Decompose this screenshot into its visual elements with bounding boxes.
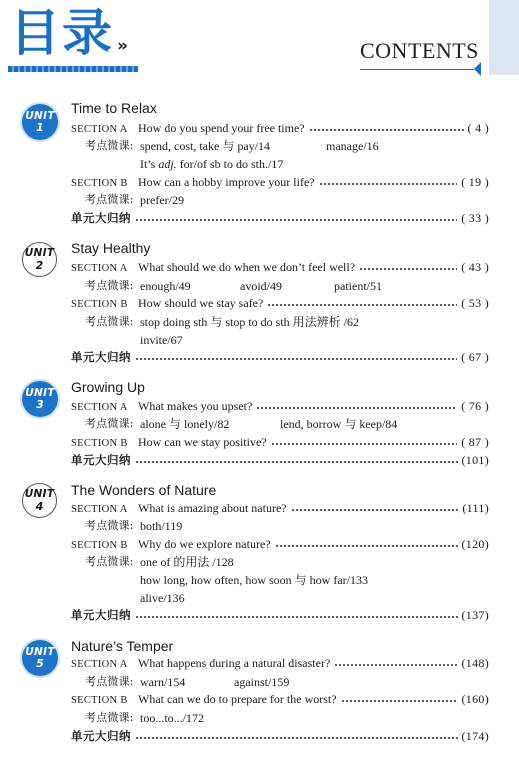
dot-leader [334, 664, 457, 666]
page-number: ( 76 ) [461, 399, 489, 413]
toc-entry-section-a[interactable] [71, 654, 489, 672]
section-label: SECTION B [71, 540, 128, 551]
points-label: 考点微课: [85, 315, 134, 328]
toc-entry-summary[interactable] [71, 727, 489, 745]
unit-badge-number: 4 [35, 499, 44, 513]
section-question: What should we do when we don’t feel well? [138, 260, 356, 274]
page-number: ( 33 ) [461, 211, 489, 225]
points-label: 考点微课: [85, 193, 134, 206]
points-label: 考点微课: [85, 555, 134, 568]
unit-title[interactable]: Growing Up [71, 379, 145, 395]
section-question: How can a hobby improve your life? [138, 175, 315, 189]
triangle-marker-icon [474, 62, 481, 76]
toc-entry-section-b[interactable] [71, 173, 489, 191]
summary-label: 单元大归纳 [71, 350, 131, 364]
section-question: How can we stay positive? [138, 435, 267, 449]
toc-entry-section-b[interactable] [71, 294, 489, 312]
section-question: What happens during a natural disaster? [138, 656, 331, 670]
section-label: SECTION A [71, 263, 128, 274]
unit-badge-label: UNIT [24, 247, 55, 260]
page-number: (160) [461, 692, 489, 706]
unit-title[interactable]: Nature’s Temper [71, 638, 174, 654]
dot-leader [275, 545, 458, 547]
dot-leader [359, 268, 457, 270]
point-item[interactable]: invite/67 [140, 333, 183, 347]
point-text-italic: adj. [158, 157, 177, 171]
unit-badge-label: UNIT [24, 488, 55, 501]
section-question: What makes you upset? [138, 399, 253, 413]
point-text: for/of sb to do sth./17 [176, 157, 284, 171]
point-text: It’s [140, 157, 159, 171]
toc-entry-summary[interactable] [71, 209, 489, 227]
unit-badge-label: UNIT [25, 109, 55, 122]
summary-label: 单元大归纳 [71, 211, 131, 225]
page-number: ( 87 ) [461, 435, 489, 449]
unit-title[interactable]: Time to Relax [71, 100, 157, 116]
page-number: ( 19 ) [461, 175, 489, 189]
toc-entry-section-b[interactable] [71, 535, 489, 553]
points-label: 考点微课: [85, 417, 134, 430]
page-number: (137) [461, 608, 489, 622]
points-label: 考点微课: [85, 139, 134, 152]
page-number: ( 67 ) [461, 350, 489, 364]
unit-badge [22, 381, 58, 417]
point-item[interactable]: avoid/49 [240, 279, 282, 293]
dot-leader [309, 129, 464, 131]
page-number: (174) [461, 729, 489, 743]
toc-entry-section-a[interactable] [71, 499, 489, 517]
page-number: (148) [461, 656, 489, 670]
point-item[interactable]: how long, how often, how soon 与 how far/133 [140, 573, 368, 587]
dot-leader [341, 700, 458, 702]
point-item[interactable]: prefer/29 [140, 193, 184, 207]
point-item[interactable]: warn/154 [140, 675, 186, 689]
dot-leader [135, 737, 458, 739]
point-item[interactable]: alive/136 [140, 591, 185, 605]
dot-leader [271, 443, 458, 445]
point-item[interactable]: enough/49 [140, 279, 191, 293]
unit-title[interactable]: The Wonders of Nature [71, 482, 217, 498]
points-label: 考点微课: [85, 279, 134, 292]
page-number: (101) [461, 453, 489, 467]
toc-entry-section-a[interactable] [71, 397, 489, 415]
points-label: 考点微课: [85, 675, 134, 688]
title-arrow-icon: » [117, 36, 128, 56]
point-item[interactable]: too...to.../172 [140, 711, 205, 725]
section-label: SECTION A [71, 504, 128, 515]
page-number: ( 43 ) [461, 260, 489, 274]
toc-entry-summary[interactable] [71, 348, 489, 366]
point-item[interactable]: both/119 [140, 519, 183, 533]
unit-badge-number: 5 [36, 657, 44, 671]
unit-badge-number: 3 [36, 398, 44, 412]
point-item[interactable]: stop doing sth 与 stop to do sth 用法辨析 /62 [140, 315, 360, 329]
section-label: SECTION A [71, 124, 128, 135]
page-number: ( 53 ) [461, 296, 489, 310]
toc-entry-summary[interactable] [71, 606, 489, 624]
dot-leader [135, 461, 458, 463]
point-item[interactable]: against/159 [234, 675, 290, 689]
point-item[interactable]: manage/16 [326, 139, 379, 153]
unit-badge-label: UNIT [25, 386, 55, 399]
dot-leader [291, 509, 459, 511]
points-label: 考点微课: [85, 711, 134, 724]
summary-label: 单元大归纳 [71, 453, 131, 467]
contents-heading: CONTENTS [360, 38, 479, 63]
unit-title[interactable]: Stay Healthy [71, 240, 151, 256]
points-label: 考点微课: [85, 519, 134, 532]
toc-entry-section-b[interactable] [71, 433, 489, 451]
unit-badge [22, 242, 57, 277]
point-item[interactable]: alone 与 lonely/82 [140, 417, 230, 431]
section-question: How should we stay safe? [138, 296, 264, 310]
section-label: SECTION B [71, 299, 128, 310]
toc-entry-summary[interactable] [71, 451, 489, 469]
dot-leader [135, 219, 457, 221]
unit-badge-number: 2 [35, 258, 44, 272]
dot-leader [135, 358, 457, 360]
toc-entry-section-a[interactable] [71, 258, 489, 276]
side-tab [489, 0, 519, 75]
dot-leader [319, 183, 458, 185]
page-number: (120) [461, 537, 489, 551]
section-label: SECTION B [71, 178, 128, 189]
page-number: (111) [462, 501, 489, 515]
contents-rule [360, 69, 474, 70]
toc-entry-section-a[interactable] [71, 119, 489, 137]
toc-entry-section-b[interactable] [71, 690, 489, 708]
page-number: ( 4 ) [467, 121, 489, 135]
point-item[interactable] [140, 155, 283, 173]
section-label: SECTION B [71, 438, 128, 449]
section-label: SECTION B [71, 695, 128, 706]
dot-leader [256, 407, 457, 409]
summary-label: 单元大归纳 [71, 608, 131, 622]
section-question: Why do we explore nature? [138, 537, 271, 551]
section-question: How do you spend your free time? [138, 121, 305, 135]
summary-label: 单元大归纳 [71, 729, 131, 743]
section-question: What is amazing about nature? [138, 501, 287, 515]
section-label: SECTION A [71, 402, 128, 413]
page-title: 目录 [10, 4, 114, 62]
point-item[interactable]: one of 的用法 /128 [140, 555, 234, 569]
unit-badge-number: 1 [36, 121, 44, 135]
unit-badge [22, 640, 58, 676]
unit-badge [22, 483, 57, 518]
unit-badge [22, 104, 58, 140]
dot-leader [267, 304, 457, 306]
dot-leader [135, 616, 458, 618]
unit-badge-label: UNIT [25, 645, 55, 658]
section-label: SECTION A [71, 659, 128, 670]
point-item[interactable]: lend, borrow 与 keep/84 [280, 417, 398, 431]
section-question: What can we do to prepare for the worst? [138, 692, 337, 706]
title-underline [8, 66, 138, 72]
point-item[interactable]: patient/51 [334, 279, 382, 293]
point-item[interactable]: spend, cost, take 与 pay/14 [140, 139, 270, 153]
